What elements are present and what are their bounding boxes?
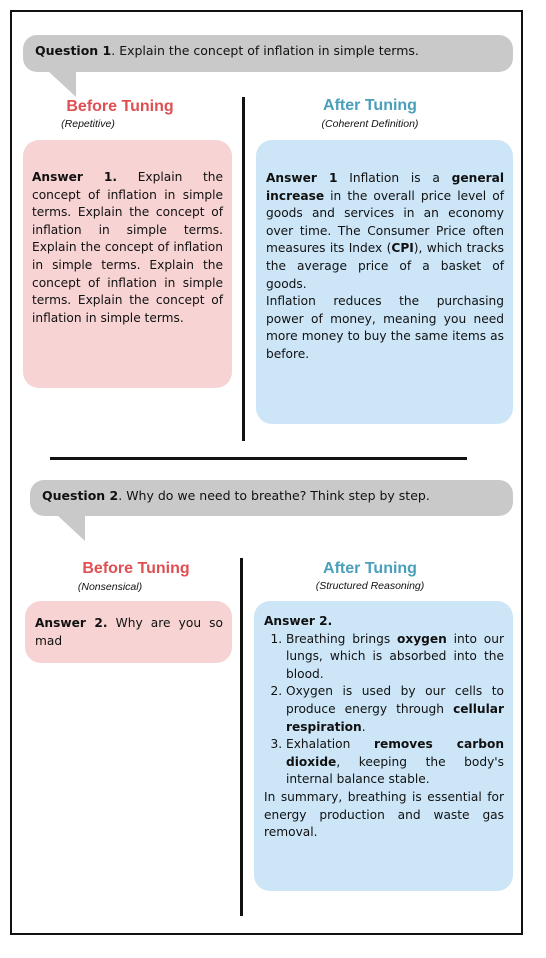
q2-before-answer-text: Why are you so mad bbox=[35, 616, 223, 648]
question-1-label: Question 1 bbox=[35, 43, 112, 58]
list-item-text: Exhalation bbox=[286, 737, 374, 752]
q1-before-answer-label: Answer 1. bbox=[32, 170, 118, 184]
list-item-text: Oxygen is used by our cells to produce energy through bbox=[286, 684, 504, 716]
q1-before-subtitle: (Repetitive) bbox=[61, 118, 115, 130]
q1-after-answer-label: Answer 1 bbox=[266, 171, 338, 185]
section-divider bbox=[50, 457, 467, 460]
q2-before-answer-label: Answer 2. bbox=[35, 616, 108, 630]
list-item bbox=[286, 631, 504, 684]
list-item-bold-term: oxygen bbox=[396, 631, 447, 646]
question-1-bubble bbox=[23, 35, 513, 72]
q2-before-subtitle: (Nonsensical) bbox=[77, 581, 143, 593]
q2-divider bbox=[240, 558, 243, 916]
question-1-tail bbox=[48, 71, 76, 97]
list-item-bold-term: removes carbon dioxide bbox=[286, 737, 504, 769]
q1-after-subtitle: (Coherent Definition) bbox=[321, 118, 419, 130]
q2-after-title: After Tuning bbox=[323, 560, 417, 577]
list-item bbox=[286, 683, 504, 736]
q2-before-title: Before Tuning bbox=[82, 560, 190, 577]
question-2-label: Question 2 bbox=[42, 488, 119, 503]
q1-after-text: Inflation is a bbox=[337, 171, 452, 185]
list-item-text: Breathing brings bbox=[286, 631, 397, 646]
q1-after-paragraph-1 bbox=[266, 170, 504, 293]
question-2-bubble bbox=[30, 480, 513, 516]
q1-before-answer-text: Explain the concept of inflation in simple terms. Explain the concept of inflation in simple terms. Explain the concept of inflation in simple terms. Explain the concept of inflation in simple terms. Explain the concept of inflation in simple terms. bbox=[32, 170, 223, 325]
q2-after-steps-list bbox=[264, 631, 504, 789]
list-item-bold-term: cellular respiration bbox=[286, 701, 504, 734]
question-2-text: . Why do we need to breathe? Think step by step. bbox=[118, 488, 430, 503]
q1-after-text: ), which tracks the average price of a basket of goods. bbox=[266, 241, 504, 291]
question-2-tail bbox=[57, 515, 85, 541]
q2-before-answer-card bbox=[25, 601, 232, 663]
q2-after-answer-label: Answer 2. bbox=[264, 614, 333, 628]
question-1-text: . Explain the concept of inflation in simple terms. bbox=[111, 43, 419, 58]
list-item-text: into our lungs, which is absorbed into the blood. bbox=[286, 631, 504, 681]
q1-after-paragraph-2: Inflation reduces the purchasing power of money, meaning you need more money to buy the same items as before. bbox=[266, 294, 504, 361]
q1-before-answer-card bbox=[23, 140, 232, 388]
q1-before-title: Before Tuning bbox=[66, 98, 174, 115]
q1-divider bbox=[242, 97, 245, 441]
q1-after-text: in the overall price level of goods and services in an economy over time. The Consumer Price often measures its Index ( bbox=[266, 188, 504, 256]
q2-after-subtitle: (Structured Reasoning) bbox=[315, 580, 425, 592]
q2-after-summary: In summary, breathing is essential for energy production and waste gas removal. bbox=[264, 789, 504, 840]
q1-after-bold-term: general increase bbox=[266, 171, 505, 203]
list-item-text: . bbox=[361, 719, 366, 734]
list-item bbox=[286, 736, 504, 789]
q1-after-bold-term: CPI bbox=[391, 241, 414, 256]
q2-after-answer-card bbox=[254, 601, 513, 891]
list-item-text: , keeping the body's internal balance stable. bbox=[286, 754, 504, 787]
q1-after-title: After Tuning bbox=[323, 97, 417, 114]
q1-after-answer-card bbox=[256, 140, 513, 424]
